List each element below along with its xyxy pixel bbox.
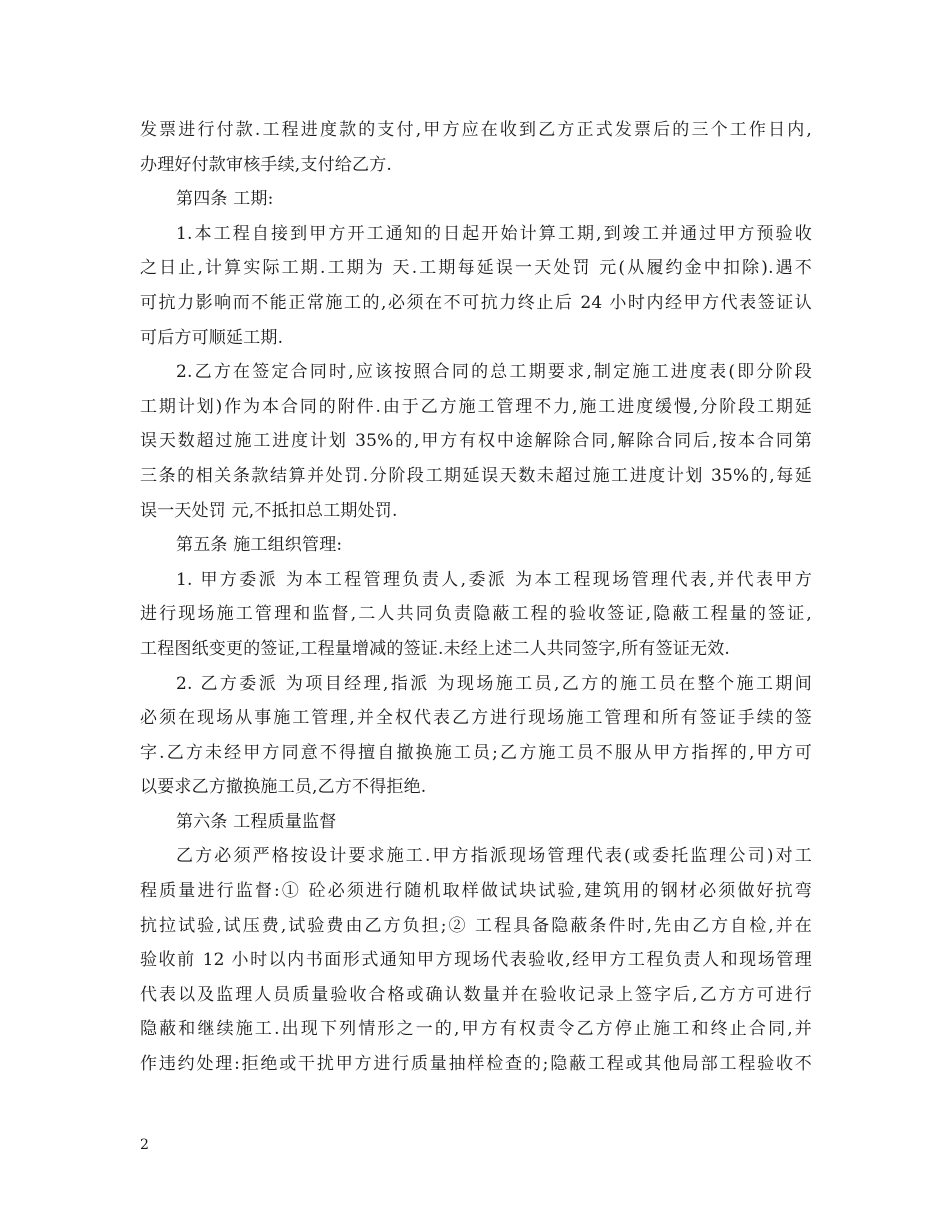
text-line: 发票进行付款.工程进度款的支付,甲方应在收到乙方正式发票后的三个工作日内, [140,120,812,140]
text-line: 作违约处理:拒绝或干扰甲方进行质量抽样检查的;隐蔽工程或其他局部工程验收不 [140,1054,812,1075]
text-line: 抗拉试验,试压费,试验费由乙方负担;② 工程具备隐蔽条件时,先由乙方自检,并在 [140,915,812,936]
document-body [140,113,812,1082]
text-line: 代表以及监理人员质量验收合格或确认数量并在验收记录上签字后,乙方方可进行 [140,984,812,1005]
text-line: 可后方可顺延工期. [140,327,284,348]
text-line: 2.乙方在签定合同时,应该按照合同的总工期要求,制定施工进度表(即分阶段 [176,362,812,383]
text-line: 工程图纸变更的签证,工程量增减的签证.未经上述二人共同签字,所有签证无效. [140,638,731,659]
text-line: 进行现场施工管理和监督,二人共同负责隐蔽工程的验收签证,隐蔽工程量的签证, [140,604,812,625]
text-line: 工期计划)作为本合同的附件.由于乙方施工管理不力,施工进度缓慢,分阶段工期延 [140,396,812,417]
text-line: 办理好付款审核手续,支付给乙方. [140,154,393,175]
text-line: 1.本工程自接到甲方开工通知的日起开始计算工期,到竣工并通过甲方预验收 [176,223,812,244]
text-line: 字.乙方未经甲方同意不得擅自撤换施工员;乙方施工员不服从甲方指挥的,甲方可 [140,742,812,763]
section-heading: 第五条 施工组织管理: [176,535,343,556]
text-line: 可抗力影响而不能正常施工的,必须在不可抗力终止后 24 小时内经甲方代表签证认 [140,292,812,313]
section-heading: 第四条 工期: [176,189,274,210]
section-heading: 第六条 工程质量监督 [176,811,337,832]
text-line: 必须在现场从事施工管理,并全权代表乙方进行现场施工管理和所有签证手续的签 [140,708,812,729]
text-line: 之日止,计算实际工期.工期为 天.工期每延误一天处罚 元(从履约金中扣除).遇不 [140,258,812,279]
text-line: 程质量进行监督:① 砼必须进行随机取样做试块试验,建筑用的钢材必须做好抗弯 [140,881,812,902]
text-line: 误天数超过施工进度计划 35%的,甲方有权中途解除合同,解除合同后,按本合同第 [140,431,812,452]
text-line: 误一天处罚 元,不抵扣总工期处罚. [140,500,398,521]
text-line: 验收前 12 小时以内书面形式通知甲方现场代表验收,经甲方工程负责人和现场管理 [140,950,812,971]
page-number: 2 [140,1137,149,1153]
text-line: 2. 乙方委派 为项目经理,指派 为现场施工员,乙方的施工员在整个施工期间 [176,673,812,694]
text-line: 以要求乙方撤换施工员,乙方不得拒绝. [140,777,427,798]
text-line: 隐蔽和继续施工.出现下列情形之一的,甲方有权责令乙方停止施工和终止合同,并 [140,1019,812,1040]
text-line: 三条的相关条款结算并处罚.分阶段工期延误天数未超过施工进度计划 35%的,每延 [140,465,812,486]
text-line: 乙方必须严格按设计要求施工.甲方指派现场管理代表(或委托监理公司)对工 [176,846,812,867]
text-line: 1. 甲方委派 为本工程管理负责人,委派 为本工程现场管理代表,并代表甲方 [176,569,812,590]
